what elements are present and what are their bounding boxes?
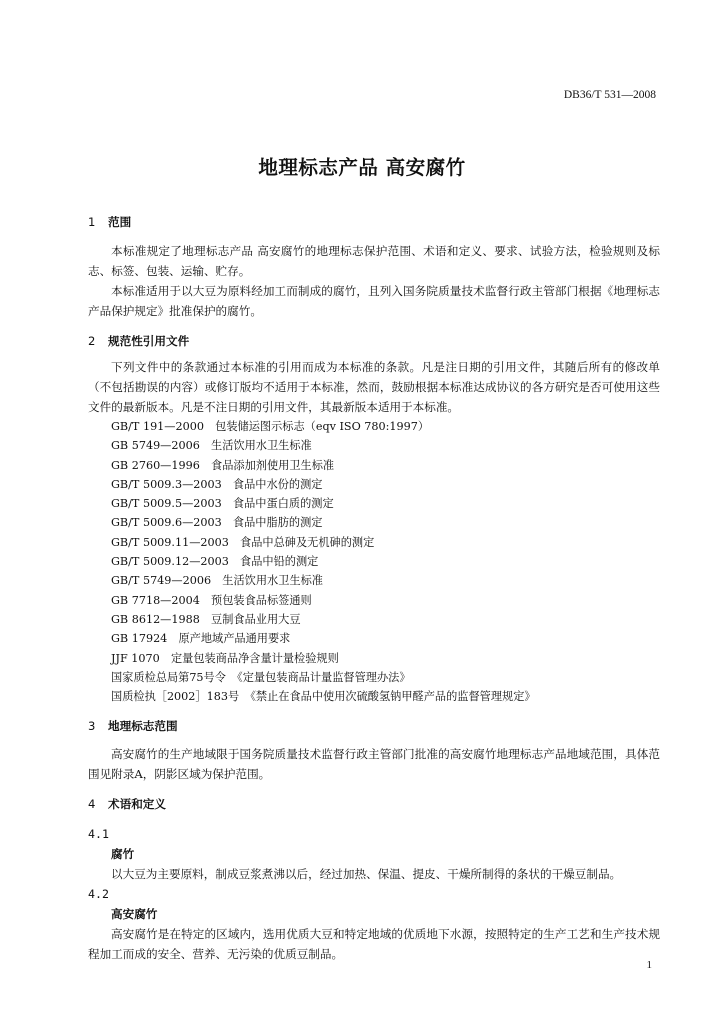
reference-list bbox=[88, 417, 660, 706]
paragraph: 下列文件中的条款通过本标准的引用而成为本标准的条款。凡是注日期的引用文件，其随后所有的修改单（不包括勘误的内容）或修订版均不适用于本标准，然而，鼓励根据本标准达成协议的各方研究是否可使用这些文件的最新版本。凡是不注日期的引用文件，其最新版本适用于本标准。 bbox=[88, 360, 660, 414]
section-heading-geographical-scope bbox=[88, 716, 660, 736]
section-title: 术语和定义 bbox=[108, 797, 166, 812]
reference-item: GB 8612—1988 豆制食品业用大豆 bbox=[111, 612, 301, 626]
term-definition: 以大豆为主要原料，制成豆浆煮沸以后，经过加热、保温、提皮、干燥所制得的条状的干燥豆制品。 bbox=[111, 867, 622, 882]
section-title: 范围 bbox=[108, 215, 132, 229]
term-name: 高安腐竹 bbox=[111, 907, 158, 922]
page-number: 1 bbox=[646, 959, 652, 971]
section-title: 地理标志范围 bbox=[108, 719, 178, 734]
section-heading-scope bbox=[88, 212, 660, 232]
reference-item: GB 7718—2004 预包装食品标签通则 bbox=[111, 593, 312, 607]
reference-item: GB/T 5009.5—2003 食品中蛋白质的测定 bbox=[111, 497, 334, 511]
reference-item: GB/T 5009.11—2003 食品中总砷及无机砷的测定 bbox=[111, 535, 375, 549]
paragraph: 高安腐竹的生产地域限于国务院质量技术监督行政主管部门批准的高安腐竹地理标志产品地域范围，具体范围见附录A，阴影区域为保护范围。 bbox=[88, 747, 660, 782]
section-number: 4 bbox=[88, 797, 96, 812]
term-number: 4.2 bbox=[88, 887, 109, 902]
reference-item: JJF 1070 定量包装商品净含量计量检验规则 bbox=[111, 651, 339, 665]
section-number: 3 bbox=[88, 719, 96, 734]
reference-item: GB 5749—2006 生活饮用水卫生标准 bbox=[111, 439, 312, 453]
reference-item: 国质检执［2002］183号 《禁止在食品中使用次硫酸氢钠甲醛产品的监督管理规定》 bbox=[111, 690, 536, 704]
standard-code: DB36/T 531—2008 bbox=[563, 89, 656, 101]
section-number: 2 bbox=[88, 334, 96, 348]
paragraph: 本标准规定了地理标志产品 高安腐竹的地理标志保护范围、术语和定义、要求、试验方法，检验规则及标志、标签、包装、运输、贮存。 bbox=[88, 244, 660, 278]
section-number: 1 bbox=[88, 215, 96, 229]
reference-item: GB/T 5009.3—2003 食品中水份的测定 bbox=[111, 477, 323, 491]
section-heading-normative-references bbox=[88, 331, 660, 351]
paragraph: 本标准适用于以大豆为原料经加工而制成的腐竹，且列入国务院质量技术监督行政主管部门根据《地理标志产品保护规定》批准保护的腐竹。 bbox=[88, 284, 660, 318]
reference-item: 国家质检总局第75号令 《定量包装商品计量监督管理办法》 bbox=[111, 670, 411, 684]
reference-item: GB/T 5009.12—2003 食品中铅的测定 bbox=[111, 555, 319, 569]
reference-item: GB 2760—1996 食品添加剂使用卫生标准 bbox=[111, 458, 335, 472]
reference-item: GB/T 5749—2006 生活饮用水卫生标准 bbox=[111, 574, 323, 588]
term-definition: 高安腐竹是在特定的区域内，选用优质大豆和特定地域的优质地下水源，按照特定的生产工艺和生产技术规程加工而成的安全、营养、无污染的优质豆制品。 bbox=[88, 927, 660, 962]
reference-item: GB/T 191—2000 包装储运图示标志（eqv ISO 780:1997） bbox=[111, 420, 430, 433]
document-body bbox=[88, 212, 660, 964]
term-name: 腐竹 bbox=[111, 847, 135, 862]
reference-item: GB/T 5009.6—2003 食品中脂肪的测定 bbox=[111, 516, 323, 530]
section-heading-terms-definitions bbox=[88, 794, 660, 814]
section-title: 规范性引用文件 bbox=[108, 334, 190, 348]
reference-item: GB 17924 原产地域产品通用要求 bbox=[111, 632, 291, 646]
page-title: 地理标志产品 高安腐竹 bbox=[258, 156, 466, 179]
term-number: 4.1 bbox=[88, 827, 109, 842]
